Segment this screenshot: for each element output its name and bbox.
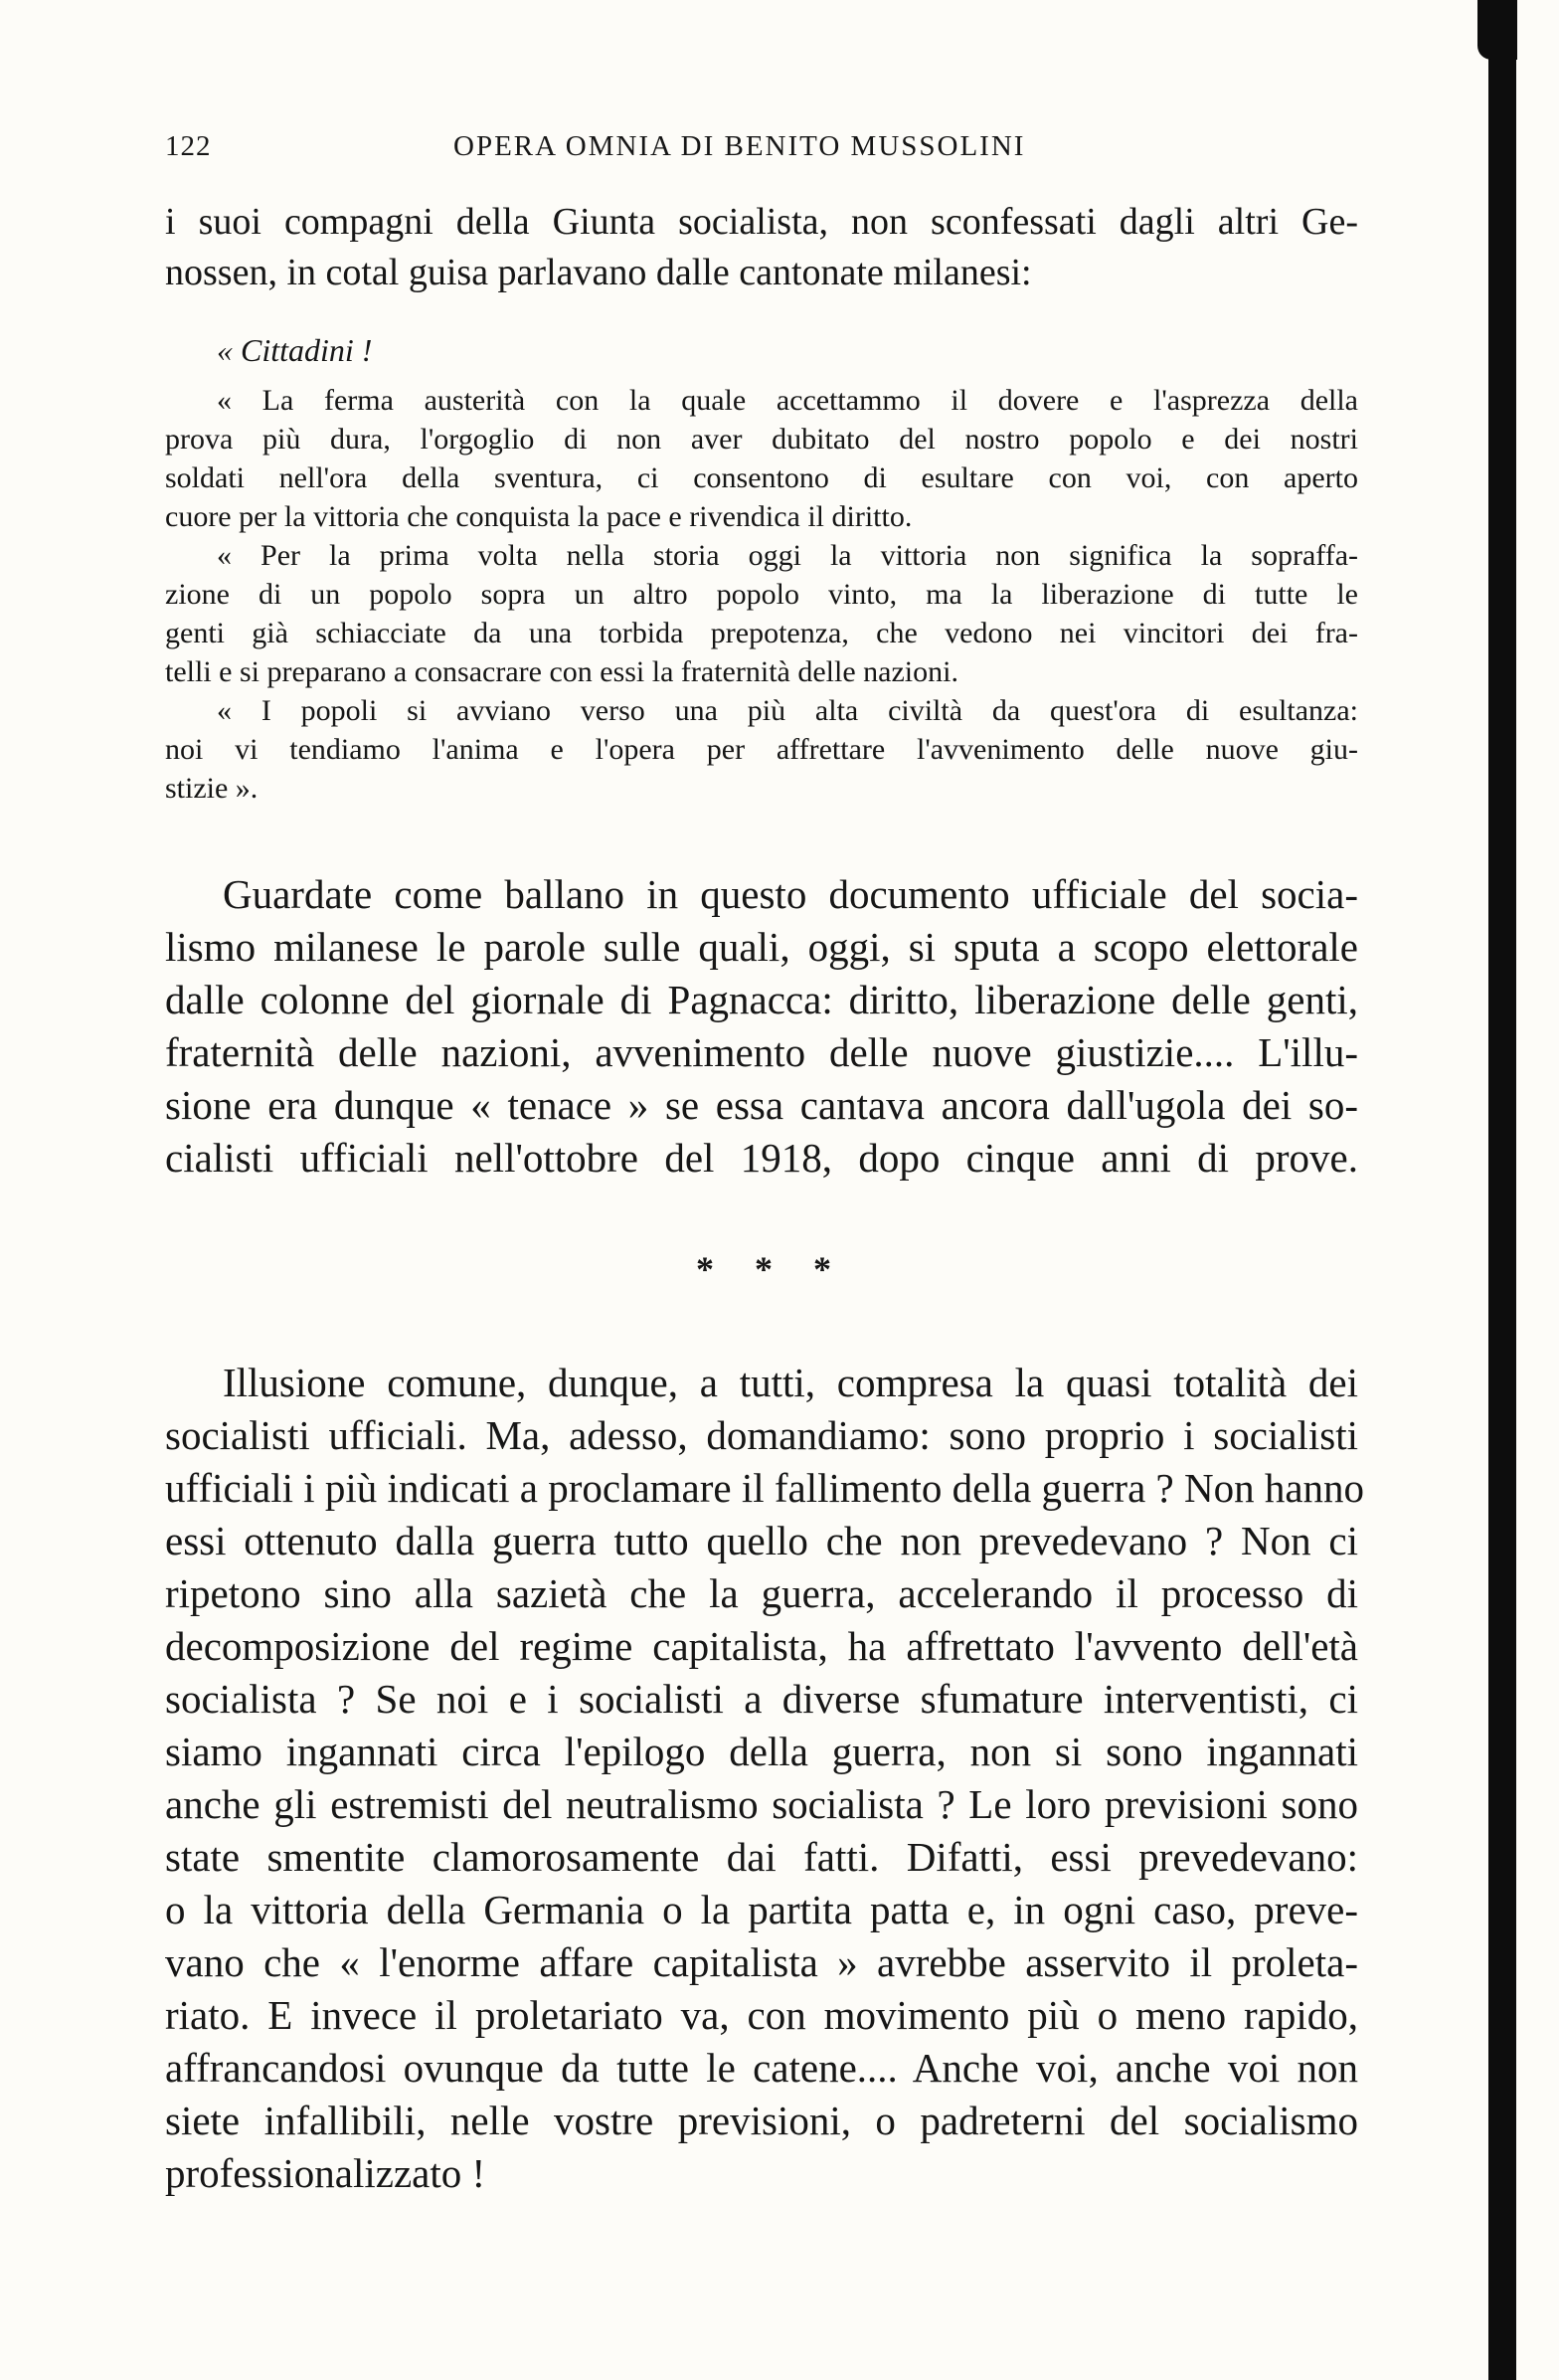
text-line: sione era dunque « tenace » se essa cantava ancora dall'ugola dei so- — [165, 1082, 1358, 1128]
text-line: riato. E invece il proletariato va, con movimento più o meno rapido, — [165, 1992, 1358, 2038]
paragraph-2 — [165, 1357, 1365, 2200]
text-line: Illusione comune, dunque, a tutti, compresa la quasi totalità dei — [223, 1360, 1358, 1405]
text-line: vano che « l'enorme affare capitalista » avrebbe asservito il proleta- — [165, 1939, 1358, 1985]
text-line: fraternità delle nazioni, avvenimento delle nuove giustizie.... L'illu- — [165, 1029, 1358, 1075]
quote-line: zione di un popolo sopra un altro popolo vinto, ma la liberazione di tutte le — [165, 578, 1358, 611]
text-line: anche gli estremisti del neutralismo socialista ? Le loro previsioni sono — [165, 1781, 1358, 1827]
quote-line: « La ferma austerità con la quale accettammo il dovere e l'asprezza della — [217, 384, 1358, 417]
section-break: * * * — [696, 1249, 847, 1289]
text-line: siamo ingannati circa l'epilogo della guerra, non si sono ingannati — [165, 1729, 1358, 1774]
text-line: state smentite clamorosamente dai fatti. Difatti, essi prevedevano: — [165, 1834, 1358, 1880]
quote-line: prova più dura, l'orgoglio di non aver dubitato del nostro popolo e dei nostri — [165, 423, 1358, 456]
quoted-proclamation — [165, 381, 1358, 808]
text-line: i suoi compagni della Giunta socialista, non sconfessati dagli altri Ge- — [165, 201, 1358, 243]
text-line: o la vittoria della Germania o la partita patta e, in ogni caso, preve- — [165, 1887, 1358, 1932]
quote-line: « Per la prima volta nella storia oggi la vittoria non significa la sopraffa- — [217, 539, 1358, 572]
paragraph-1 — [165, 868, 1358, 1185]
text-line: ufficiali i più indicati a proclamare il fallimento della guerra ? Non hanno — [165, 1465, 1365, 1511]
text-line: ripetono sino alla sazietà che la guerra, accelerando il processo di — [165, 1570, 1358, 1616]
quote-line: noi vi tendiamo l'anima e l'opera per affrettare l'avvenimento delle nuove giu- — [165, 733, 1358, 766]
quote-title: « Cittadini ! — [217, 332, 373, 368]
running-title: OPERA OMNIA DI BENITO MUSSOLINI — [453, 130, 1026, 162]
page-number: 122 — [165, 130, 212, 162]
text-line: socialisti ufficiali. Ma, adesso, domandiamo: sono proprio i socialisti — [165, 1412, 1358, 1458]
text-line: Guardate come ballano in questo documento ufficiale del socia- — [223, 871, 1358, 917]
quote-line: stizie ». — [165, 772, 259, 805]
text-line: essi ottenuto dalla guerra tutto quello che non prevedevano ? Non ci — [165, 1518, 1358, 1563]
scan-edge-shadow — [1488, 0, 1516, 2380]
text-line: lismo milanese le parole sulle quali, oggi, si sputa a scopo elettorale — [165, 924, 1358, 970]
text-line: dalle colonne del giornale di Pagnacca: diritto, liberazione delle genti, — [165, 977, 1358, 1022]
text-line: decomposizione del regime capitalista, ha affrettato l'avvento dell'età — [165, 1623, 1358, 1669]
text-line: professionalizzato ! — [165, 2150, 486, 2196]
text-line: siete infallibili, nelle vostre previsioni, o padreterni del socialismo — [165, 2098, 1358, 2143]
page-header — [165, 130, 1358, 174]
opening-text — [165, 197, 1358, 298]
quote-line: « I popoli si avviano verso una più alta civiltà da quest'ora di esultanza: — [217, 694, 1358, 727]
text-line: nossen, in cotal guisa parlavano dalle cantonate milanesi: — [165, 252, 1032, 293]
text-line: socialista ? Se noi e i socialisti a diverse sfumature interventisti, ci — [165, 1676, 1358, 1722]
quote-line: soldati nell'ora della sventura, ci consentono di esultare con voi, con aperto — [165, 461, 1358, 494]
quote-line: genti già schiacciate da una torbida prepotenza, che vedono nei vincitori dei fra- — [165, 617, 1358, 649]
quote-line: telli e si preparano a consacrare con essi la fraternità delle nazioni. — [165, 655, 958, 688]
text-line: cialisti ufficiali nell'ottobre del 1918, dopo cinque anni di prove. — [165, 1135, 1358, 1181]
text-line: affrancandosi ovunque da tutte le catene.... Anche voi, anche voi non — [165, 2045, 1358, 2091]
scan-corner-shadow — [1477, 0, 1517, 60]
quote-line: cuore per la vittoria che conquista la pace e rivendica il diritto. — [165, 500, 913, 533]
